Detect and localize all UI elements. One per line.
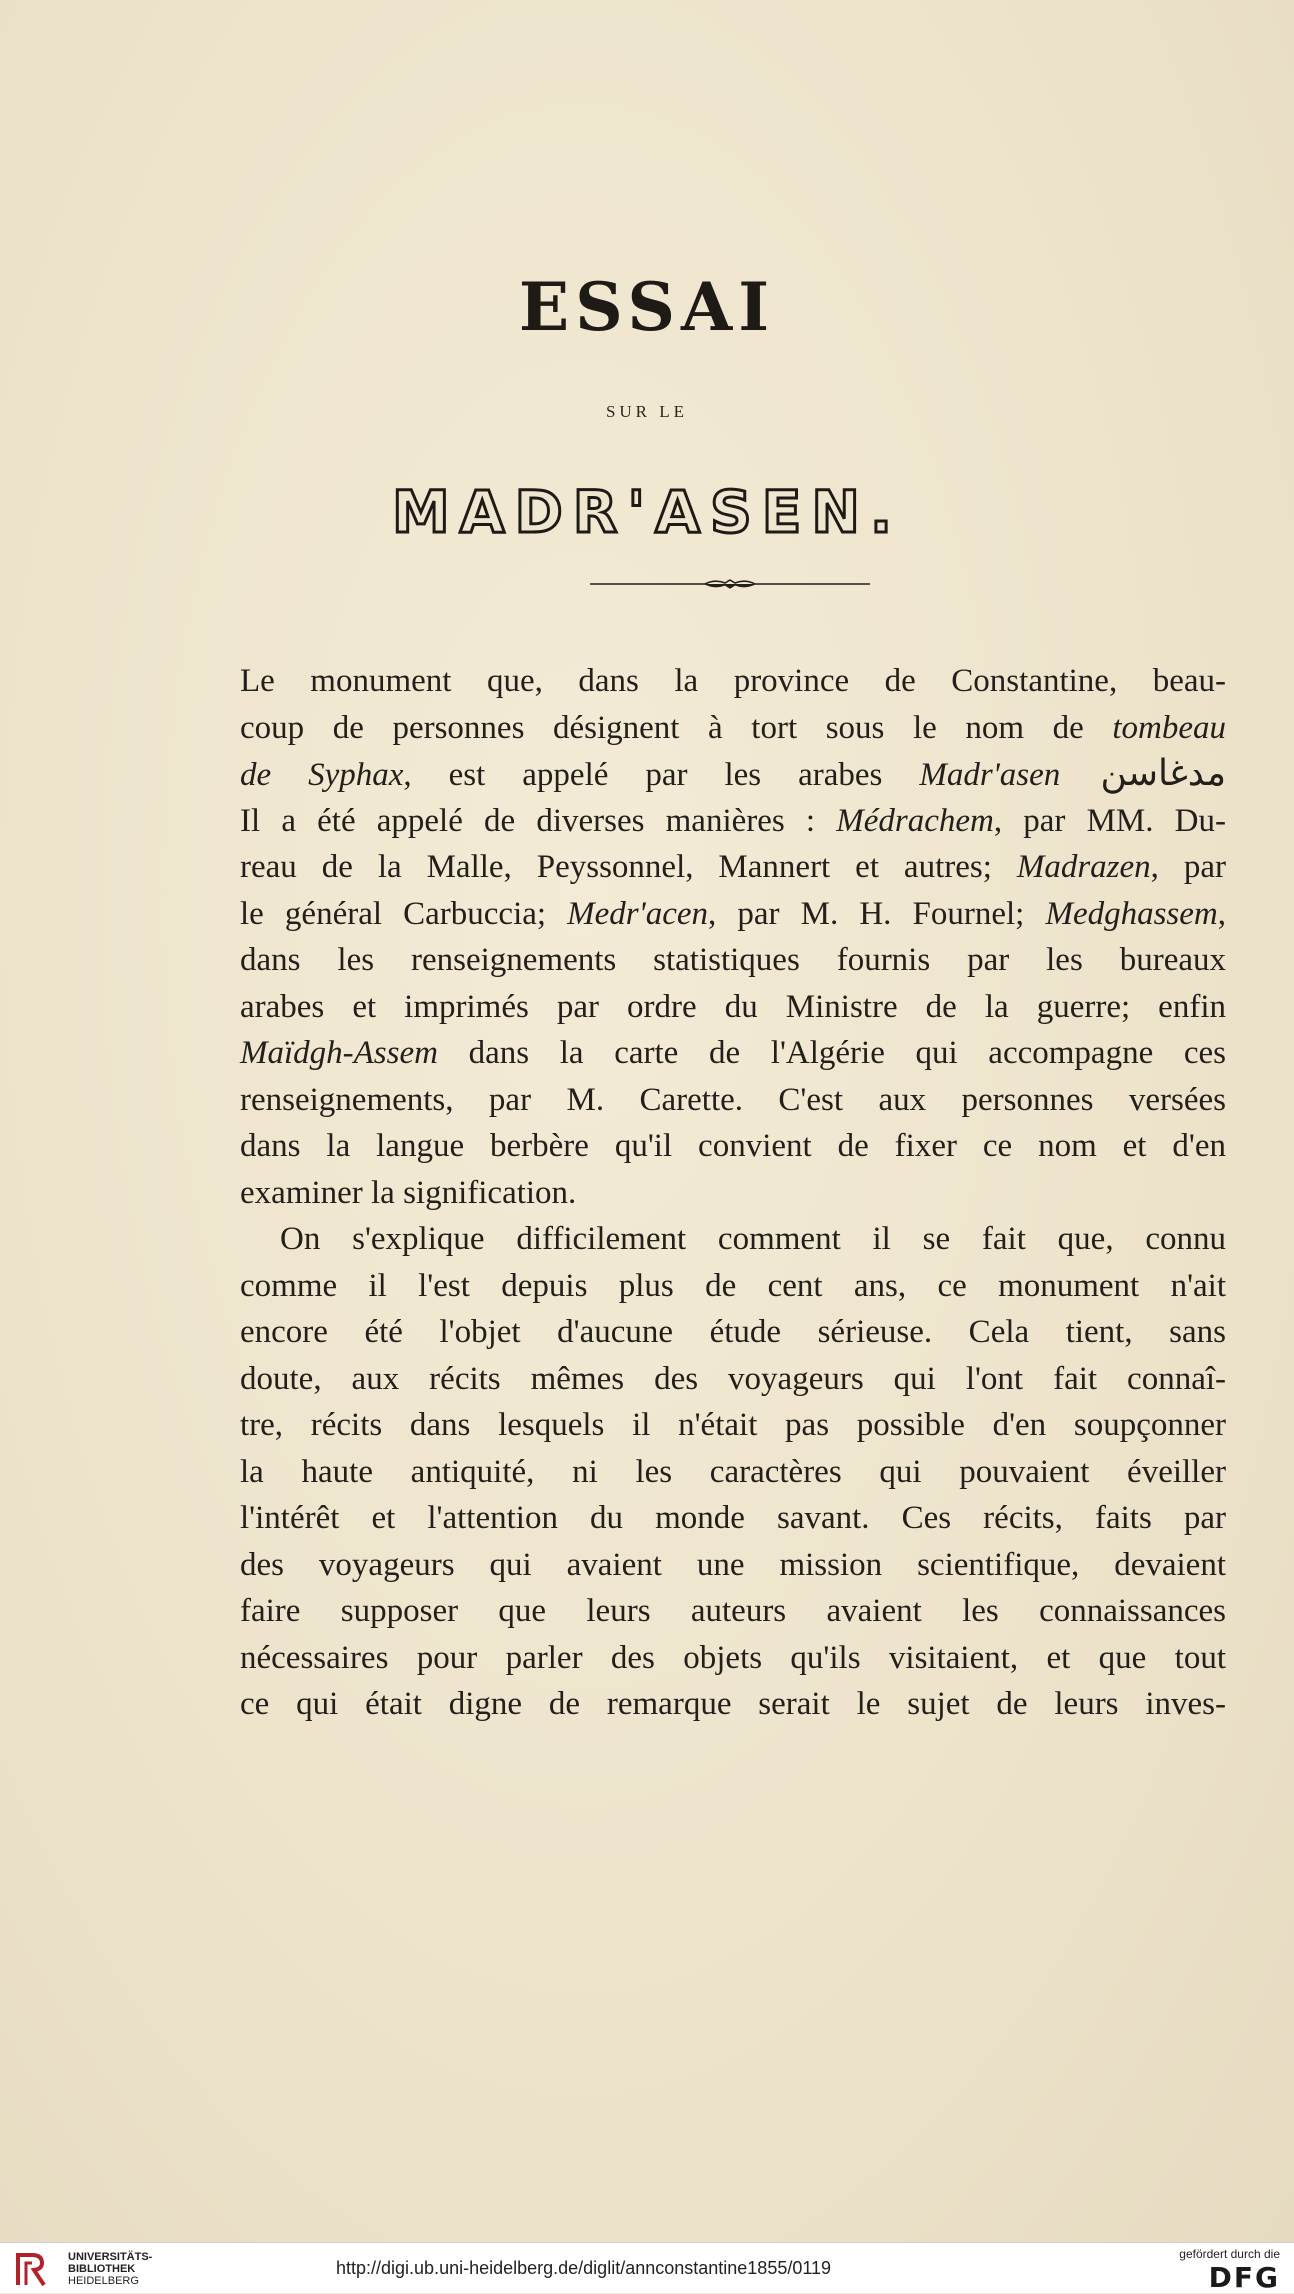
text-segment: tre, récits dans lesquels il n'était pas possible d'en soupçonner <box>240 1407 1226 1443</box>
text-segment: dans la langue berbère qu'il convient de fixer ce nom et d'en <box>240 1128 1226 1164</box>
text-line <box>240 1402 1226 1449</box>
text-segment: , <box>1217 895 1227 932</box>
text-line <box>240 1356 1226 1403</box>
text-line <box>240 1588 1226 1635</box>
text-segment: , par M. H. Fournel; <box>708 895 1046 932</box>
text-segment: dans les renseignements statistiques fournis par les bureaux <box>240 942 1226 978</box>
institution-line: HEIDELBERG <box>68 2275 139 2287</box>
text-segment: reau de la Malle, Peyssonnel, Mannert et autres; <box>240 849 1017 885</box>
institution-line: BIBLIOTHEK <box>68 2263 136 2275</box>
dfg-logo: DFG <box>1208 2261 1280 2294</box>
permalink-url[interactable]: http://digi.ub.uni-heidelberg.de/diglit/annconstantine1855/0119 <box>336 2258 832 2278</box>
text-line <box>240 1123 1226 1170</box>
text-segment: de Syphax <box>240 757 404 793</box>
ornamental-rule <box>590 578 870 590</box>
text-segment: tombeau <box>1112 709 1226 746</box>
text-line <box>240 1216 1226 1263</box>
text-line <box>240 1263 1226 1310</box>
text-segment: Medghassem <box>1045 895 1218 932</box>
text-line <box>240 751 1226 798</box>
text-segment: examiner la signification. <box>240 1174 577 1211</box>
text-segment: Medr'acen <box>567 895 709 932</box>
text-segment: Madr'asen <box>919 757 1061 793</box>
text-line <box>240 1170 1226 1217</box>
text-segment: On s'explique difficilement comment il se fait que, connu <box>280 1221 1226 1257</box>
text-segment: , par MM. Du- <box>993 802 1226 839</box>
text-segment: coup de personnes désignent à tort sous le nom de <box>240 709 1113 746</box>
institution-line: UNIVERSITÄTS- <box>68 2251 153 2263</box>
text-line <box>240 1309 1226 1356</box>
text-segment: des voyageurs qui avaient une mission scientifique, devaient <box>240 1546 1226 1583</box>
text-segment: Médrachem <box>836 802 994 839</box>
text-line <box>240 891 1226 938</box>
institution-name <box>68 2251 152 2287</box>
text-segment: Le monument que, dans la province de Constantine, beau- <box>240 663 1226 699</box>
text-segment: comme il l'est depuis plus de cent ans, ce monument n'ait <box>240 1267 1226 1304</box>
text-segment: renseignements, par M. Carette. C'est aux personnes versées <box>240 1081 1226 1118</box>
text-line <box>240 798 1226 845</box>
text-line <box>240 705 1226 752</box>
text-segment: Maïdgh-Assem <box>240 1035 438 1071</box>
text-segment: Il a été appelé de diverses manières : <box>240 802 837 839</box>
text-line <box>240 937 1226 984</box>
page-title: ESSAI <box>518 268 776 346</box>
text-segment: la haute antiquité, ni les caractères qui pouvaient éveiller <box>240 1453 1226 1490</box>
text-line <box>240 1635 1226 1682</box>
text-line <box>240 1449 1226 1496</box>
text-segment: nécessaires pour parler des objets qu'ils visitaient, et que tout <box>240 1639 1226 1676</box>
footer-bar <box>0 2242 1294 2293</box>
text-line <box>240 1030 1226 1077</box>
text-line <box>240 844 1226 891</box>
sponsor-note: gefördert durch die <box>1179 2247 1280 2261</box>
text-segment: l'intérêt et l'attention du monde savant. Ces récits, faits par <box>240 1500 1226 1536</box>
body-text <box>240 658 1226 1728</box>
text-line <box>240 984 1226 1031</box>
text-line <box>240 1681 1226 1728</box>
text-segment: Madrazen <box>1016 849 1151 885</box>
text-line <box>240 658 1226 705</box>
text-segment: arabes et imprimés par ordre du Ministre de la guerre; enfin <box>240 988 1226 1025</box>
text-line <box>240 1542 1226 1589</box>
page-subtitle: SUR LE <box>605 402 689 421</box>
text-segment: le général Carbuccia; <box>240 895 568 932</box>
text-segment: , est appelé par les arabes <box>403 757 920 793</box>
university-library-logo-icon <box>14 2251 54 2287</box>
text-line <box>240 1495 1226 1542</box>
text-line <box>240 1077 1226 1124</box>
text-segment: , par <box>1150 849 1227 885</box>
text-segment: faire supposer que leurs auteurs avaient les connaissances <box>240 1593 1226 1629</box>
arabic-name: مدغاسن <box>1060 753 1226 794</box>
decorative-title: MADR'ASEN. <box>391 478 903 546</box>
text-segment: dans la carte de l'Algérie qui accompagne ces <box>437 1035 1226 1071</box>
text-segment: ce qui était digne de remarque serait le sujet de leurs inves- <box>240 1686 1226 1722</box>
text-segment: encore été l'objet d'aucune étude sérieuse. Cela tient, sans <box>240 1314 1226 1350</box>
text-segment: doute, aux récits mêmes des voyageurs qui l'ont fait connaî- <box>240 1360 1226 1397</box>
